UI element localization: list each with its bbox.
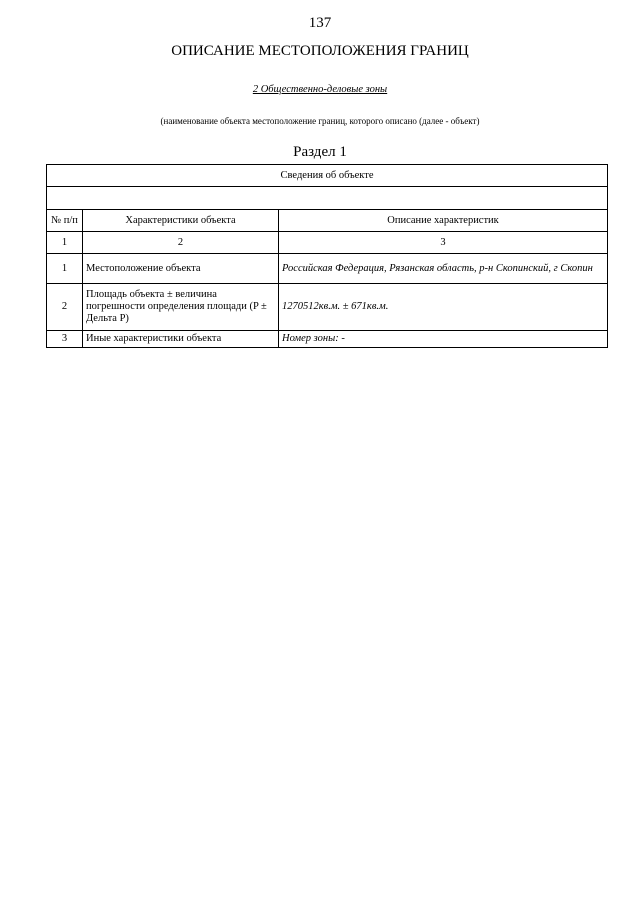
table-row <box>47 254 608 284</box>
table-row <box>47 284 608 331</box>
table-column-number-row <box>47 232 608 254</box>
table-row <box>47 331 608 348</box>
row-characteristic: Иные характеристики объекта <box>83 331 279 348</box>
column-header-num: № п/п <box>47 210 83 232</box>
row-num: 3 <box>47 331 83 348</box>
column-header-description: Описание характеристик <box>279 210 608 232</box>
row-description: 1270512кв.м. ± 671кв.м. <box>279 284 608 331</box>
row-num: 1 <box>47 254 83 284</box>
column-number-3: 3 <box>279 232 608 254</box>
row-description: Номер зоны: - <box>279 331 608 348</box>
table-empty-row <box>47 187 608 210</box>
table-header: Сведения об объекте <box>47 165 608 187</box>
row-num: 2 <box>47 284 83 331</box>
column-header-characteristic: Характеристики объекта <box>83 210 279 232</box>
object-name: 2 Общественно-деловые зоны <box>252 84 388 95</box>
table-empty-cell <box>47 187 608 210</box>
section-title: Раздел 1 <box>293 144 347 160</box>
row-description: Российская Федерация, Рязанская область, р-н Скопинский, г Скопин <box>279 254 608 284</box>
row-characteristic: Площадь объекта ± величина погрешности определения площади (P ± Дельта P) <box>83 284 279 331</box>
table-column-header-row <box>47 210 608 232</box>
row-characteristic: Местоположение объекта <box>83 254 279 284</box>
object-info-table <box>46 164 608 348</box>
object-name-caption: (наименование объекта местоположение границ, которого описано (далее - объект) <box>160 116 480 126</box>
column-number-2: 2 <box>83 232 279 254</box>
table-header-row <box>47 165 608 187</box>
column-number-1: 1 <box>47 232 83 254</box>
document-title: ОПИСАНИЕ МЕСТОПОЛОЖЕНИЯ ГРАНИЦ <box>171 43 469 59</box>
page-number: 137 <box>308 15 332 31</box>
